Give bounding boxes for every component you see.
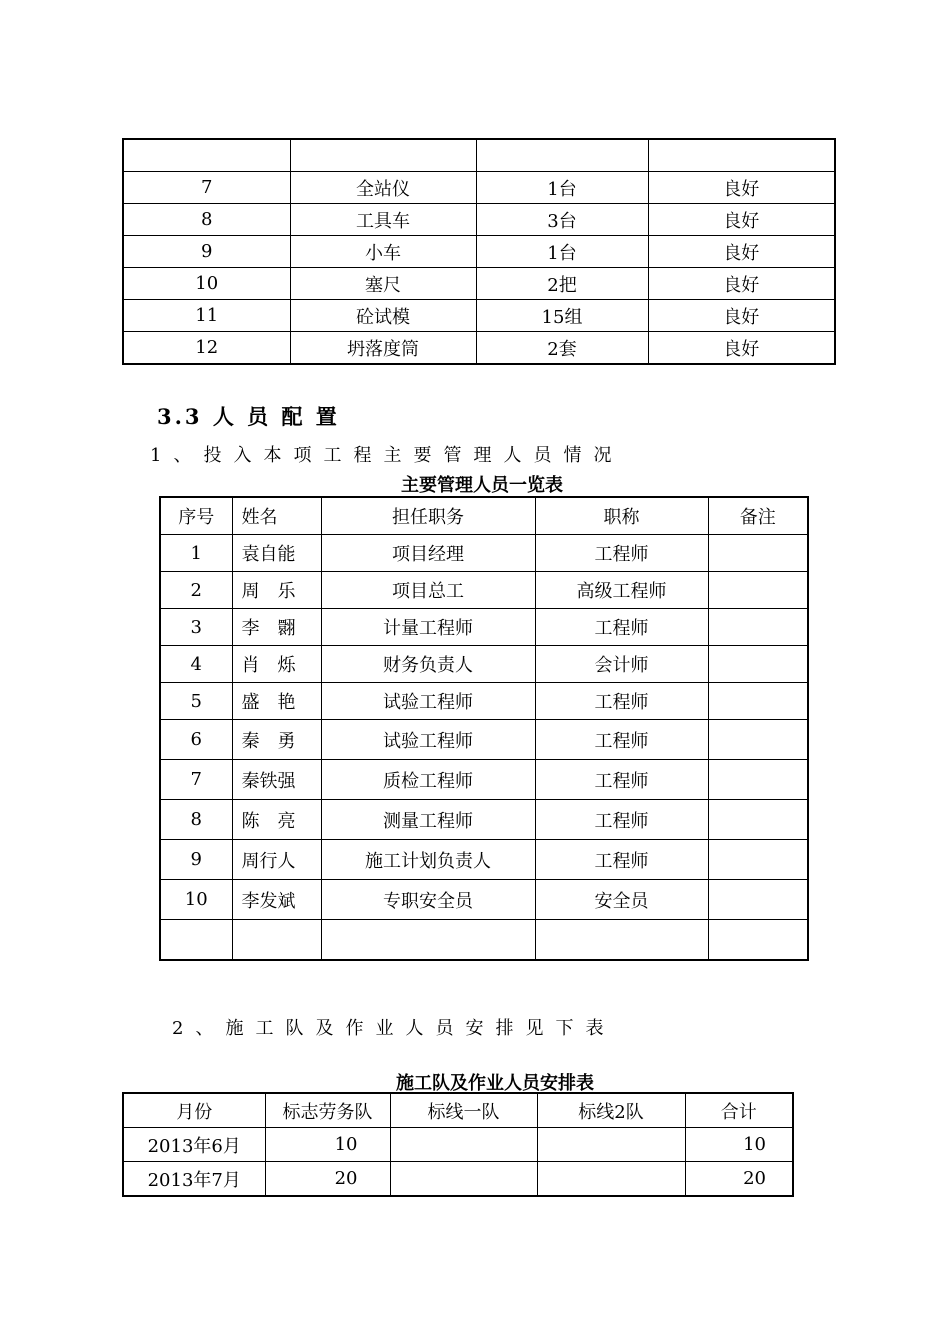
staff-note	[708, 683, 808, 720]
equip-status: 良好	[648, 332, 835, 365]
team-biaozhi: 10	[265, 1128, 390, 1162]
subheading-management: 1、投入本项工程主要管理人员情况	[150, 445, 624, 466]
table-row	[160, 683, 808, 720]
equip-no: 9	[123, 236, 290, 268]
team-table-title: 施工队及作业人员安排表	[396, 1073, 594, 1094]
table-row	[160, 646, 808, 683]
table-row	[160, 609, 808, 646]
staff-no: 6	[160, 720, 232, 760]
team-table	[122, 1092, 794, 1197]
staff-title: 工程师	[535, 760, 708, 800]
staff-header-row	[160, 497, 808, 535]
equip-no: 11	[123, 300, 290, 332]
staff-role: 试验工程师	[321, 720, 535, 760]
table-row	[123, 204, 835, 236]
equip-status: 良好	[648, 204, 835, 236]
header-biaoxian1: 标线一队	[390, 1093, 537, 1128]
staff-name: 秦铁强	[232, 760, 321, 800]
team-biaozhi: 20	[265, 1162, 390, 1197]
staff-title	[535, 920, 708, 961]
staff-note	[708, 720, 808, 760]
header-title: 职称	[535, 497, 708, 535]
team-total: 20	[685, 1162, 793, 1197]
staff-title: 安全员	[535, 880, 708, 920]
staff-role: 施工计划负责人	[321, 840, 535, 880]
equip-no: 10	[123, 268, 290, 300]
staff-role: 试验工程师	[321, 683, 535, 720]
equip-no	[123, 139, 290, 172]
equip-no: 7	[123, 172, 290, 204]
staff-role: 计量工程师	[321, 609, 535, 646]
team-biaoxian2	[537, 1128, 685, 1162]
header-biaozhi: 标志劳务队	[265, 1093, 390, 1128]
equipment-table	[122, 138, 836, 365]
equip-status: 良好	[648, 300, 835, 332]
staff-title: 工程师	[535, 535, 708, 572]
table-row	[123, 139, 835, 172]
staff-name: 袁自能	[232, 535, 321, 572]
staff-title: 会计师	[535, 646, 708, 683]
staff-no: 1	[160, 535, 232, 572]
staff-title: 工程师	[535, 720, 708, 760]
staff-role: 测量工程师	[321, 800, 535, 840]
staff-note	[708, 760, 808, 800]
team-biaoxian1	[390, 1162, 537, 1197]
staff-no: 3	[160, 609, 232, 646]
table-row	[123, 332, 835, 365]
equip-no: 8	[123, 204, 290, 236]
equip-name	[290, 139, 476, 172]
team-biaoxian2	[537, 1162, 685, 1197]
staff-table	[159, 496, 809, 961]
staff-role: 项目总工	[321, 572, 535, 609]
section-heading: 3.3 人 员 配 置	[157, 404, 340, 429]
equip-status: 良好	[648, 172, 835, 204]
staff-name	[232, 920, 321, 961]
table-row	[160, 760, 808, 800]
staff-note	[708, 535, 808, 572]
staff-no	[160, 920, 232, 961]
staff-name: 秦 勇	[232, 720, 321, 760]
team-biaoxian1	[390, 1128, 537, 1162]
equip-qty: 1台	[476, 236, 648, 268]
staff-table-title: 主要管理人员一览表	[401, 475, 563, 496]
staff-name: 肖 烁	[232, 646, 321, 683]
staff-note	[708, 840, 808, 880]
equip-qty: 2把	[476, 268, 648, 300]
staff-note	[708, 880, 808, 920]
table-row	[160, 535, 808, 572]
equip-qty: 1台	[476, 172, 648, 204]
staff-no: 7	[160, 760, 232, 800]
equip-name: 塞尺	[290, 268, 476, 300]
staff-no: 10	[160, 880, 232, 920]
staff-note	[708, 920, 808, 961]
subheading-team: 2、施工队及作业人员安排见下表	[172, 1018, 616, 1039]
staff-title: 高级工程师	[535, 572, 708, 609]
staff-name: 盛 艳	[232, 683, 321, 720]
table-row	[123, 268, 835, 300]
equip-name: 小车	[290, 236, 476, 268]
equip-name: 砼试模	[290, 300, 476, 332]
staff-name: 李发斌	[232, 880, 321, 920]
staff-note	[708, 609, 808, 646]
staff-no: 8	[160, 800, 232, 840]
table-row	[123, 1162, 793, 1197]
table-row	[160, 920, 808, 961]
team-header-row	[123, 1093, 793, 1128]
header-biaoxian2: 标线2队	[537, 1093, 685, 1128]
staff-note	[708, 646, 808, 683]
table-row	[123, 172, 835, 204]
staff-no: 4	[160, 646, 232, 683]
staff-title: 工程师	[535, 800, 708, 840]
equip-status: 良好	[648, 236, 835, 268]
table-row	[160, 840, 808, 880]
team-month: 2013年6月	[123, 1128, 265, 1162]
header-month: 月份	[123, 1093, 265, 1128]
staff-role: 财务负责人	[321, 646, 535, 683]
equip-name: 全站仪	[290, 172, 476, 204]
team-month: 2013年7月	[123, 1162, 265, 1197]
header-total: 合计	[685, 1093, 793, 1128]
table-row	[160, 880, 808, 920]
equip-status	[648, 139, 835, 172]
staff-no: 9	[160, 840, 232, 880]
staff-note	[708, 800, 808, 840]
staff-title: 工程师	[535, 609, 708, 646]
staff-role	[321, 920, 535, 961]
table-row	[160, 800, 808, 840]
equip-qty: 2套	[476, 332, 648, 365]
table-row	[123, 236, 835, 268]
equip-qty: 3台	[476, 204, 648, 236]
staff-name: 周行人	[232, 840, 321, 880]
equip-status: 良好	[648, 268, 835, 300]
header-name: 姓名	[232, 497, 321, 535]
table-row	[160, 720, 808, 760]
staff-no: 2	[160, 572, 232, 609]
table-row	[123, 300, 835, 332]
staff-note	[708, 572, 808, 609]
team-total: 10	[685, 1128, 793, 1162]
staff-title: 工程师	[535, 683, 708, 720]
table-row	[123, 1128, 793, 1162]
table-row	[160, 572, 808, 609]
staff-title: 工程师	[535, 840, 708, 880]
staff-role: 质检工程师	[321, 760, 535, 800]
equip-no: 12	[123, 332, 290, 365]
header-role: 担任职务	[321, 497, 535, 535]
equip-name: 坍落度筒	[290, 332, 476, 365]
staff-role: 专职安全员	[321, 880, 535, 920]
staff-name: 周 乐	[232, 572, 321, 609]
staff-no: 5	[160, 683, 232, 720]
header-note: 备注	[708, 497, 808, 535]
equip-name: 工具车	[290, 204, 476, 236]
header-no: 序号	[160, 497, 232, 535]
equip-qty: 15组	[476, 300, 648, 332]
equip-qty	[476, 139, 648, 172]
staff-name: 李 翾	[232, 609, 321, 646]
staff-role: 项目经理	[321, 535, 535, 572]
staff-name: 陈 亮	[232, 800, 321, 840]
